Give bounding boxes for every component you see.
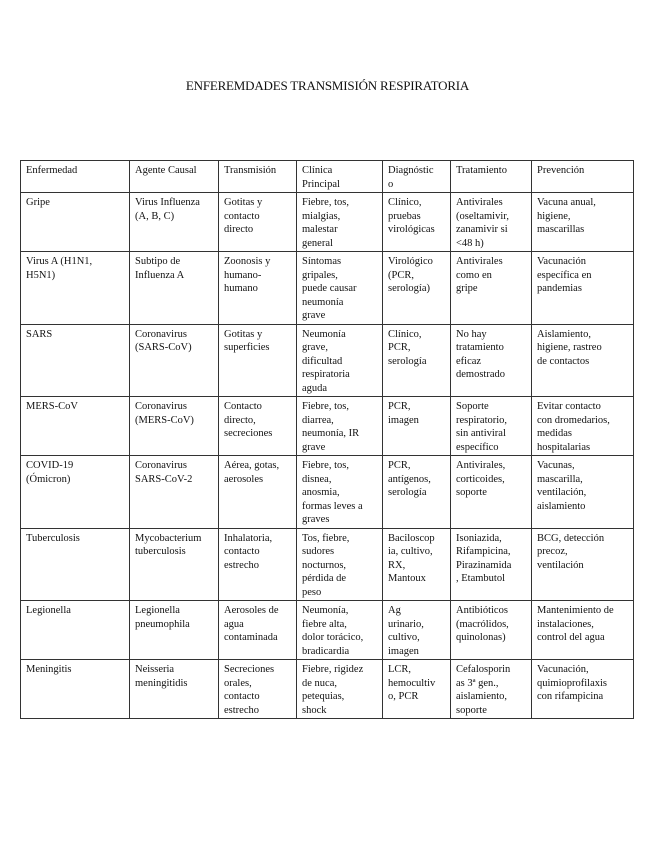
cell-transmision (219, 193, 297, 252)
cell-line: disnea, (302, 473, 332, 485)
cell-diagnostico (383, 324, 451, 397)
cell-line: agua (224, 618, 244, 630)
cell-clinica (297, 456, 383, 529)
cell-line: MERS-CoV (26, 401, 78, 412)
cell-line: Neisseria (135, 664, 175, 675)
cell-prevencion (532, 324, 634, 397)
cell-line: soporte (456, 704, 487, 716)
cell-line: fiebre alta, (302, 618, 347, 630)
cell-line: COVID-19 (26, 460, 74, 471)
cell-line: grave (302, 441, 326, 453)
cell-prevencion (532, 601, 634, 660)
cell-line: contacto (224, 691, 260, 702)
cell-line: malestar (302, 224, 338, 235)
cell-line: (SARS-CoV) (135, 342, 192, 353)
cell-line: medidas (537, 428, 572, 439)
cell-line: Agente Causal (135, 165, 197, 176)
column-header-tratamiento (451, 161, 532, 193)
cell-line: nocturnos, (302, 559, 347, 571)
cell-agente (130, 324, 219, 397)
cell-line: shock (302, 704, 327, 716)
cell-line: Clínica (302, 165, 333, 176)
cell-diagnostico (383, 456, 451, 529)
cell-line: mascarilla, (537, 473, 583, 485)
cell-line: estrecho (224, 704, 259, 716)
cell-line: SARS (26, 328, 53, 340)
cell-transmision (219, 324, 297, 397)
cell-line: pérdida de (302, 573, 347, 584)
cell-line: PCR, (388, 460, 411, 471)
cell-line: humano- (224, 269, 262, 281)
cell-clinica (297, 252, 383, 325)
column-header-clinica (297, 161, 383, 193)
cell-line: Secreciones (224, 664, 275, 675)
cell-line: (macrólidos, (456, 618, 509, 630)
cell-agente (130, 193, 219, 252)
cell-tratamiento (451, 601, 532, 660)
cell-line: Fiebre, tos, (302, 460, 349, 471)
cell-line: dificultad (302, 355, 343, 367)
cell-clinica (297, 193, 383, 252)
table-row (21, 601, 634, 660)
diseases-table (20, 160, 634, 719)
cell-diagnostico (383, 528, 451, 601)
cell-agente (130, 252, 219, 325)
cell-line: tratamiento (456, 342, 504, 353)
cell-clinica (297, 601, 383, 660)
cell-line: RX, (388, 559, 406, 571)
cell-agente (130, 397, 219, 456)
cell-diagnostico (383, 252, 451, 325)
cell-line: Virológico (388, 256, 433, 267)
cell-line: Fiebre, tos, (302, 197, 349, 208)
cell-line: contacto (224, 546, 260, 557)
cell-line: aislamiento (537, 500, 586, 512)
cell-line: Inhalatoria, (224, 532, 273, 544)
cell-line: graves (302, 514, 330, 525)
cell-tratamiento (451, 252, 532, 325)
cell-line: Antivirales, (456, 460, 506, 471)
cell-line: Legionella (26, 605, 71, 616)
cell-line: respiratoria (302, 369, 350, 380)
cell-line: grave, (302, 342, 328, 353)
cell-enfermedad (21, 456, 130, 529)
cell-line: tuberculosis (135, 546, 186, 557)
cell-line: quimioprofilaxis (537, 677, 607, 689)
cell-line: Isoniazida, (456, 532, 502, 544)
cell-line: sin antiviral (456, 428, 506, 439)
cell-line: Tratamiento (456, 165, 507, 176)
cell-transmision (219, 397, 297, 456)
cell-line: meningitidis (135, 677, 188, 689)
column-header-transmision (219, 161, 297, 193)
cell-line: específico (456, 441, 499, 453)
cell-line: Aerosoles de (224, 605, 279, 616)
cell-transmision (219, 601, 297, 660)
cell-line: Transmisión (224, 165, 277, 176)
cell-line: aislamiento, (456, 691, 508, 702)
cell-line: urinario, (388, 618, 424, 630)
cell-line: Vacunas, (537, 460, 575, 471)
cell-line: orales, (224, 677, 252, 689)
cell-line: SARS-CoV-2 (135, 473, 193, 485)
cell-line: Aérea, gotas, (224, 460, 280, 471)
cell-enfermedad (21, 660, 130, 719)
cell-line: Gotitas y (224, 328, 263, 340)
cell-line: ventilación (537, 559, 584, 571)
cell-prevencion (532, 397, 634, 456)
cell-line: corticoides, (456, 473, 505, 485)
cell-line: antígenos, (388, 473, 431, 485)
cell-line: general (302, 237, 333, 249)
cell-line: o, PCR (388, 691, 419, 702)
cell-agente (130, 660, 219, 719)
cell-agente (130, 528, 219, 601)
cell-clinica (297, 397, 383, 456)
cell-line: Antivirales (456, 256, 503, 267)
cell-line: Legionella (135, 605, 180, 616)
cell-transmision (219, 252, 297, 325)
cell-line: Fiebre, tos, (302, 401, 349, 412)
cell-line: Gotitas y (224, 197, 263, 208)
cell-line: <48 h) (456, 237, 484, 249)
cell-line: instalaciones, (537, 618, 594, 630)
table-row (21, 660, 634, 719)
cell-line: Mantenimiento de (537, 605, 614, 616)
cell-line: soporte (456, 487, 487, 498)
cell-line: gripe (456, 283, 478, 294)
table-row (21, 456, 634, 529)
cell-line: dolor torácico, (302, 632, 364, 643)
cell-enfermedad (21, 193, 130, 252)
cell-line: Clínico, (388, 328, 422, 340)
cell-diagnostico (383, 397, 451, 456)
cell-enfermedad (21, 324, 130, 397)
cell-line: Cefalosporin (456, 664, 511, 675)
cell-tratamiento (451, 660, 532, 719)
cell-line: (A, B, C) (135, 210, 175, 222)
cell-line: contacto (224, 210, 260, 222)
cell-line: petequias, (302, 691, 345, 702)
cell-line: eficaz (456, 355, 482, 367)
cell-line: pruebas (388, 210, 421, 222)
table-body (21, 193, 634, 719)
cell-line: o (388, 178, 394, 190)
table-row (21, 193, 634, 252)
column-header-agente (130, 161, 219, 193)
cell-line: demostrado (456, 369, 505, 380)
cell-line: higiene, rastreo (537, 342, 602, 353)
cell-line: mialgias, (302, 210, 341, 222)
cell-line: Influenza A (135, 269, 185, 281)
cell-line: (PCR, (388, 269, 414, 281)
cell-line: Subtipo de (135, 256, 181, 267)
cell-line: serología (388, 355, 427, 367)
cell-line: Vacuna anual, (537, 197, 596, 208)
cell-enfermedad (21, 528, 130, 601)
cell-line: Antibióticos (456, 605, 508, 616)
cell-line: control del agua (537, 632, 605, 643)
cell-clinica (297, 528, 383, 601)
cell-agente (130, 601, 219, 660)
cell-line: as 3ª gen., (456, 677, 499, 689)
cell-line: pandemias (537, 283, 582, 294)
cell-line: ia, cultivo, (388, 546, 433, 557)
cell-line: Rifampicina, (456, 546, 511, 557)
cell-line: No hay (456, 328, 487, 340)
cell-line: con dromedarios, (537, 414, 610, 426)
cell-line: (Ómicron) (26, 473, 71, 485)
cell-line: Virus A (H1N1, (26, 256, 93, 267)
cell-line: Mantoux (388, 573, 426, 584)
cell-tratamiento (451, 397, 532, 456)
cell-line: Prevención (537, 165, 585, 176)
table-row (21, 397, 634, 456)
table-header-row (21, 161, 634, 193)
cell-diagnostico (383, 660, 451, 719)
cell-line: directo, (224, 414, 256, 426)
cell-line: formas leves a (302, 500, 363, 512)
cell-line: Antivirales (456, 197, 503, 208)
cell-line: Tos, fiebre, (302, 532, 350, 544)
table-row (21, 324, 634, 397)
cell-line: diarrea, (302, 414, 334, 426)
cell-line: con rifampicina (537, 691, 604, 702)
table-row (21, 252, 634, 325)
cell-line: específica en (537, 269, 592, 281)
cell-line: , Etambutol (456, 573, 505, 584)
cell-line: Mycobacterium (135, 532, 202, 544)
cell-line: Pirazinamida (456, 559, 512, 571)
cell-line: Ag (388, 605, 401, 616)
cell-transmision (219, 528, 297, 601)
cell-transmision (219, 660, 297, 719)
cell-enfermedad (21, 252, 130, 325)
cell-line: ventilación, (537, 487, 587, 498)
cell-line: virológicas (388, 224, 435, 235)
cell-line: de contactos (537, 355, 590, 367)
cell-line: Zoonosis y (224, 256, 271, 267)
cell-line: PCR, (388, 401, 411, 412)
cell-line: serología) (388, 283, 430, 294)
cell-line: Síntomas (302, 256, 342, 267)
cell-clinica (297, 660, 383, 719)
cell-line: Aislamiento, (537, 328, 591, 340)
cell-line: Baciloscop (388, 532, 435, 544)
cell-line: directo (224, 224, 254, 235)
cell-line: respiratorio, (456, 414, 508, 426)
cell-line: serología (388, 487, 427, 498)
cell-enfermedad (21, 601, 130, 660)
cell-line: Coronavirus (135, 401, 187, 412)
cell-line: Tuberculosis (26, 532, 80, 544)
column-header-prevencion (532, 161, 634, 193)
cell-line: puede causar (302, 283, 357, 294)
cell-line: neumonía, IR (302, 428, 360, 439)
cell-line: imagen (388, 645, 419, 657)
cell-line: aguda (302, 382, 328, 394)
cell-line: hemocultiv (388, 677, 436, 689)
cell-line: (MERS-CoV) (135, 414, 194, 426)
cell-line: LCR, (388, 664, 412, 675)
cell-tratamiento (451, 324, 532, 397)
cell-line: (oseltamivir, (456, 210, 509, 222)
cell-line: imagen (388, 414, 419, 426)
cell-line: Meningitis (26, 664, 72, 675)
cell-line: como en (456, 269, 492, 281)
cell-agente (130, 456, 219, 529)
cell-prevencion (532, 193, 634, 252)
cell-line: grave (302, 310, 326, 321)
cell-line: Vacunación (537, 256, 586, 267)
cell-line: zanamivir si (456, 224, 508, 235)
document-title: ENFEREMDADES TRANSMISIÓN RESPIRATORIA (185, 78, 470, 93)
cell-line: Enfermedad (26, 165, 78, 176)
cell-diagnostico (383, 193, 451, 252)
cell-prevencion (532, 456, 634, 529)
cell-line: peso (302, 586, 322, 598)
cell-line: sudores (302, 546, 335, 557)
cell-line: pneumophila (135, 618, 190, 630)
cell-line: Contacto (224, 401, 262, 412)
cell-diagnostico (383, 601, 451, 660)
cell-line: bradicardia (302, 645, 350, 657)
table-row (21, 528, 634, 601)
cell-line: gripales, (302, 269, 338, 281)
cell-line: Evitar contacto (537, 401, 601, 412)
cell-prevencion (532, 252, 634, 325)
cell-line: estrecho (224, 559, 259, 571)
cell-line: anosmia, (302, 487, 340, 498)
cell-line: mascarillas (537, 224, 585, 235)
cell-line: Clínico, (388, 197, 422, 208)
cell-line: contaminada (224, 632, 278, 643)
cell-line: precoz, (537, 546, 568, 557)
cell-tratamiento (451, 193, 532, 252)
cell-line: Fiebre, rigidez (302, 664, 364, 675)
cell-line: Vacunación, (537, 664, 589, 675)
cell-line: quinolonas) (456, 632, 506, 643)
cell-line: secreciones (224, 428, 273, 439)
cell-line: PCR, (388, 342, 411, 353)
cell-line: Principal (302, 178, 340, 190)
cell-line: aerosoles (224, 473, 264, 485)
cell-prevencion (532, 528, 634, 601)
cell-line: de nuca, (302, 677, 337, 689)
cell-line: Neumonía, (302, 605, 349, 616)
cell-line: Neumonía (302, 328, 346, 340)
cell-prevencion (532, 660, 634, 719)
cell-line: Coronavirus (135, 460, 187, 471)
cell-line: humano (224, 283, 258, 294)
cell-line: cultivo, (388, 632, 420, 643)
cell-line: H5N1) (26, 269, 56, 281)
cell-line: Diagnóstic (388, 165, 434, 176)
cell-line: Virus Influenza (135, 197, 200, 208)
cell-line: neumonía (302, 296, 344, 308)
cell-clinica (297, 324, 383, 397)
cell-line: Gripe (26, 197, 50, 208)
cell-line: Coronavirus (135, 328, 187, 340)
cell-enfermedad (21, 397, 130, 456)
cell-transmision (219, 456, 297, 529)
cell-line: Soporte (456, 401, 489, 412)
cell-line: superficies (224, 342, 270, 353)
column-header-diagnostico (383, 161, 451, 193)
cell-line: BCG, detección (537, 532, 605, 544)
cell-line: hospitalarias (537, 441, 591, 453)
cell-line: higiene, (537, 210, 571, 222)
cell-tratamiento (451, 528, 532, 601)
column-header-enfermedad (21, 161, 130, 193)
cell-tratamiento (451, 456, 532, 529)
